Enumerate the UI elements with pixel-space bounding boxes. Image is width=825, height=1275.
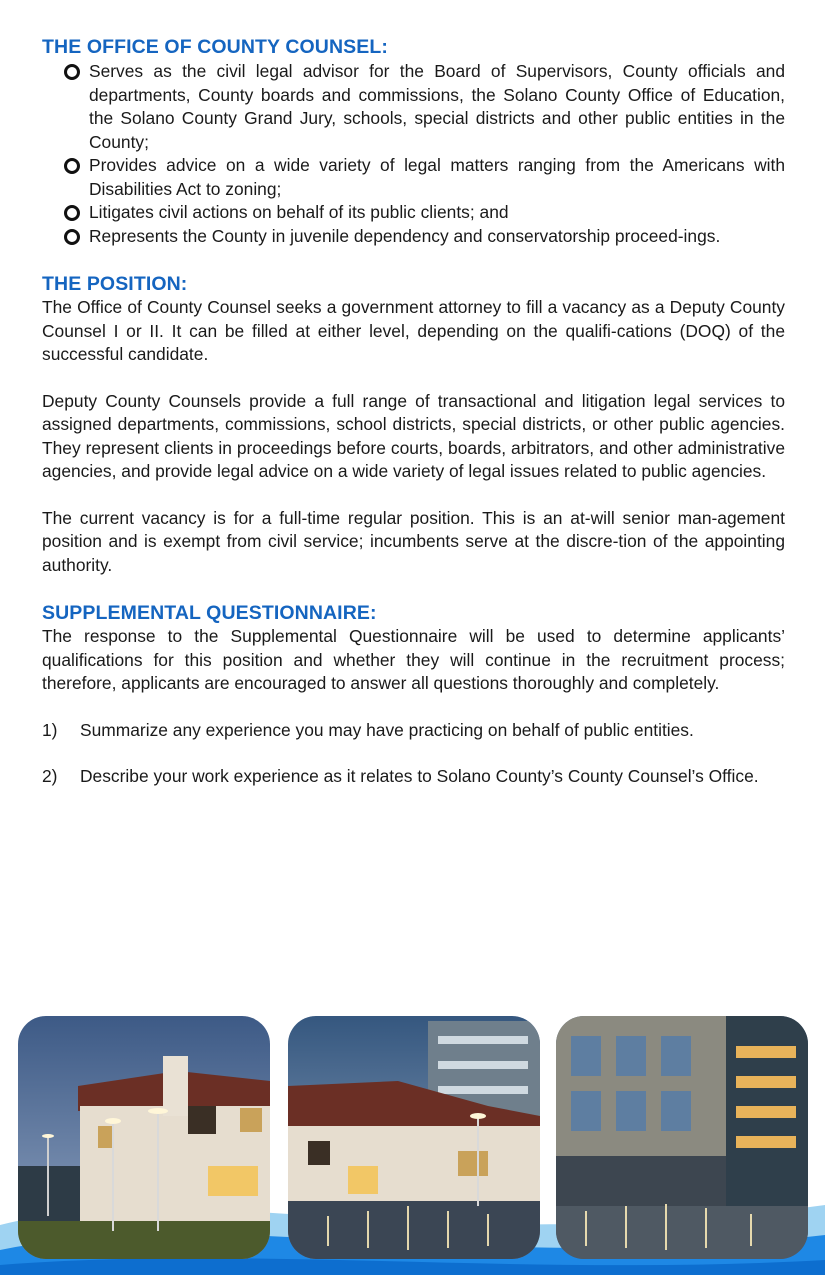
list-item: Litigates civil actions on behalf of its public clients; and [42, 201, 785, 225]
questionnaire-intro: The response to the Supplemental Questionnaire will be used to determine applicants’ qualifications for this position and whether they will continue in the recruitment process; therefore, applicants are encouraged to answer all questions thoroughly and completely. [42, 626, 785, 693]
question-list [42, 719, 785, 789]
list-item: Represents the County in juvenile dependency and conservatorship proceed-ings. [42, 225, 785, 249]
office-duties-list [42, 60, 785, 248]
question-number: 2) [42, 766, 58, 786]
bullet-icon [64, 229, 80, 245]
question-number: 1) [42, 719, 58, 740]
question-text: Summarize any experience you may have practicing on behalf of public entities. [80, 719, 694, 740]
list-item: Serves as the civil legal advisor for the Board of Supervisors, County officials and departments, County boards and commissions, the Solano County Office of Education, the Solano County Grand Jury, schools, special districts and other public entities in the County; [42, 60, 785, 154]
fountain-image [288, 1016, 540, 1259]
question-item [42, 719, 785, 743]
bullet-icon [64, 64, 80, 80]
document-body [42, 36, 785, 789]
photo-government-center [556, 1016, 808, 1259]
government-center-image [556, 1016, 808, 1259]
question-text: Describe your work experience as it relates to Solano County’s County Counsel’s Office. [80, 766, 759, 786]
bullet-icon [64, 158, 80, 174]
position-paragraph: The Office of County Counsel seeks a government attorney to fill a vacancy as a Deputy County Counsel I or II. It can be filled at either level, depending on the qualifi-cations (DOQ) of the successful candidate. [42, 297, 785, 364]
questionnaire-heading: SUPPLEMENTAL QUESTIONNAIRE: [42, 602, 377, 624]
office-heading: THE OFFICE OF COUNTY COUNSEL: [42, 36, 388, 58]
question-item [42, 765, 785, 789]
photo-fountain-plaza [288, 1016, 540, 1259]
position-paragraph: The current vacancy is for a full-time regular position. This is an at-will senior man-agement position and is exempt from civil service; incumbents serve at the discre-tion of the appointing authority. [42, 507, 785, 575]
photo-strip [0, 1016, 825, 1275]
position-paragraph: Deputy County Counsels provide a full range of transactional and litigation legal services to assigned departments, commissions, school districts, special districts, or other public agencies. They represent clients in proceedings before courts, boards, arbitrators, and other administrative agencies, and provide legal advice on a wide variety of legal issues related to public agencies. [42, 390, 785, 481]
photo-historic-building [18, 1016, 270, 1259]
building-image [18, 1016, 270, 1259]
position-heading: THE POSITION: [42, 273, 188, 295]
bullet-icon [64, 205, 80, 221]
list-item: Provides advice on a wide variety of legal matters ranging from the Americans with Disabilities Act to zoning; [42, 154, 785, 201]
